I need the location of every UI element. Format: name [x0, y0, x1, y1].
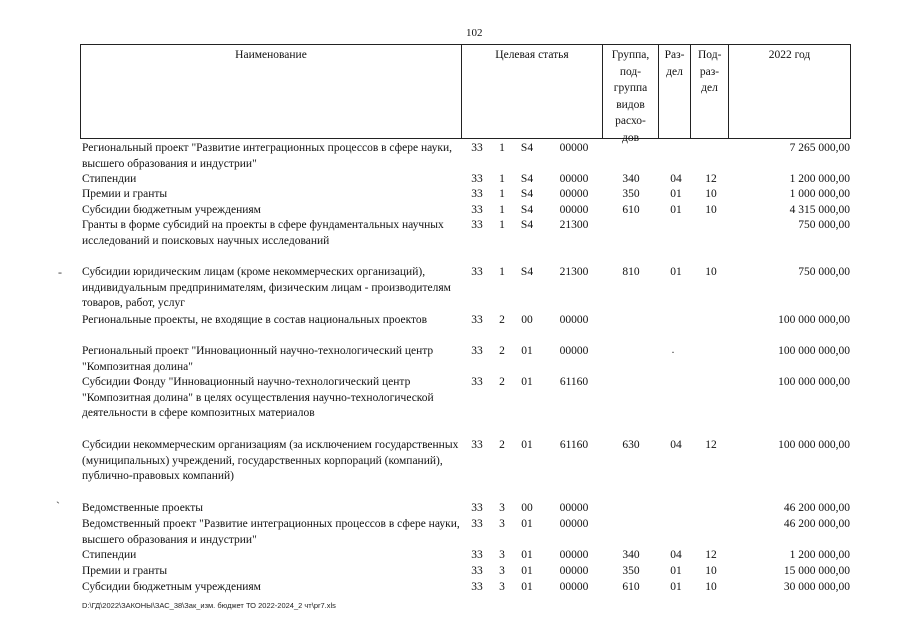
row-name: Региональные проекты, не входящие в состав национальных проектов — [82, 314, 428, 326]
row-code-n: 00000 — [559, 345, 589, 357]
row-group: 340 — [622, 173, 640, 185]
row-name: Региональный проект "Развитие интеграционных процессов в сфере науки, высшего образования и индустрии" — [82, 142, 453, 170]
row-code-a: 33 — [471, 376, 483, 388]
row-code-n: 00000 — [559, 565, 589, 577]
row-subsection: 12 — [705, 173, 717, 185]
row-code-n: 00000 — [559, 142, 589, 154]
row-amount: 750 000,00 — [798, 219, 850, 231]
row-code-a: 33 — [471, 581, 483, 593]
row-code-b: 2 — [499, 376, 505, 388]
row-name: Субсидии бюджетным учреждениям — [82, 204, 261, 216]
row-code-s: 01 — [521, 376, 533, 388]
row-amount: 100 000 000,00 — [778, 314, 850, 326]
row-name: Субсидии некоммерческим организациям (за исключением государственных (муниципальных) учреждений, государственных корпораций (компаний), публично-правовых компаний) — [82, 439, 459, 482]
row-code-b: 3 — [499, 565, 505, 577]
row-code-n: 00000 — [559, 581, 589, 593]
row-code-a: 33 — [471, 518, 483, 530]
row-code-b: 2 — [499, 345, 505, 357]
row-code-a: 33 — [471, 502, 483, 514]
row-group: 340 — [622, 549, 640, 561]
row-code-b: 3 — [499, 581, 505, 593]
row-name: Региональный проект "Инновационный научно-технологический центр "Композитная долина" — [82, 345, 434, 373]
row-name: Премии и гранты — [82, 188, 168, 200]
row-code-s: 01 — [521, 518, 533, 530]
row-code-s: S4 — [520, 188, 534, 200]
header-year: 2022 год — [728, 44, 851, 139]
row-subsection: 10 — [705, 188, 717, 200]
row-group: 610 — [622, 581, 640, 593]
file-path-footer: D:\ГД\2022\ЗАКОНЫ\ЗАС_38\Зак_изм. бюджет ТО 2022-2024_2 чт\pr7.xls — [82, 601, 336, 610]
row-code-s: 01 — [521, 565, 533, 577]
row-name: Стипендии — [82, 549, 137, 561]
row-amount: 100 000 000,00 — [778, 345, 850, 357]
row-section: 01 — [670, 266, 682, 278]
row-code-a: 33 — [471, 345, 483, 357]
row-section: 04 — [670, 173, 682, 185]
row-section: 04 — [670, 549, 682, 561]
row-code-n: 61160 — [559, 376, 589, 388]
row-code-b: 3 — [499, 549, 505, 561]
row-code-n: 00000 — [559, 314, 589, 326]
row-code-n: 21300 — [559, 266, 589, 278]
row-code-a: 33 — [471, 439, 483, 451]
row-code-a: 33 — [471, 565, 483, 577]
row-amount: 4 315 000,00 — [789, 204, 850, 216]
row-code-n: 00000 — [559, 518, 589, 530]
scan-mark: ‐ — [58, 265, 62, 279]
row-code-b: 1 — [499, 142, 505, 154]
row-group: 350 — [622, 188, 640, 200]
row-amount: 46 200 000,00 — [783, 502, 850, 514]
row-section: 01 — [670, 188, 682, 200]
row-code-n: 00000 — [559, 204, 589, 216]
row-section: 01 — [670, 565, 682, 577]
row-code-s: S4 — [520, 219, 534, 231]
row-code-s: 00 — [521, 502, 533, 514]
header-name: Наименование — [80, 44, 462, 139]
row-code-n: 21300 — [559, 219, 589, 231]
row-name: Ведомственные проекты — [82, 502, 203, 514]
row-group: 610 — [622, 204, 640, 216]
row-name: Премии и гранты — [82, 565, 168, 577]
row-subsection: 10 — [705, 204, 717, 216]
row-code-b: 1 — [499, 173, 505, 185]
row-section: 01 — [670, 204, 682, 216]
row-code-n: 61160 — [559, 439, 589, 451]
row-amount: 7 265 000,00 — [789, 142, 850, 154]
row-amount: 30 000 000,00 — [783, 581, 850, 593]
row-name: Стипендии — [82, 173, 137, 185]
row-code-b: 1 — [499, 266, 505, 278]
row-subsection: 10 — [705, 266, 717, 278]
row-code-a: 33 — [471, 549, 483, 561]
row-code-a: 33 — [471, 173, 483, 185]
row-amount: 1 200 000,00 — [789, 549, 850, 561]
header-subsection: Под- раз- дел — [690, 44, 729, 139]
row-subsection: 10 — [705, 565, 717, 577]
row-amount: 100 000 000,00 — [778, 376, 850, 388]
row-code-a: 33 — [471, 188, 483, 200]
row-code-s: 01 — [521, 549, 533, 561]
row-code-n: 00000 — [559, 502, 589, 514]
row-code-b: 3 — [499, 518, 505, 530]
row-code-s: 01 — [521, 345, 533, 357]
header-section: Раз- дел — [658, 44, 691, 139]
row-code-b: 2 — [499, 314, 505, 326]
row-amount: 750 000,00 — [798, 266, 850, 278]
row-code-s: S4 — [520, 266, 534, 278]
row-name: Субсидии бюджетным учреждениям — [82, 581, 261, 593]
row-code-s: 01 — [521, 439, 533, 451]
row-name: Субсидии юридическим лицам (кроме некоммерческих организаций), индивидуальным предпринимателям, физическим лицам - производителям товаров, работ, услуг — [82, 266, 451, 309]
page-number: 102 — [466, 27, 483, 39]
row-code-s: 01 — [521, 581, 533, 593]
header-group: Группа, под- группа видов расхо- дов — [602, 44, 659, 139]
row-name: Ведомственный проект "Развитие интеграционных процессов в сфере науки, высшего образования и индустрии" — [82, 518, 460, 546]
row-code-n: 00000 — [559, 188, 589, 200]
row-code-b: 2 — [499, 439, 505, 451]
row-code-a: 33 — [471, 219, 483, 231]
row-code-a: 33 — [471, 266, 483, 278]
row-subsection: 12 — [705, 439, 717, 451]
row-amount: 100 000 000,00 — [778, 439, 850, 451]
row-code-a: 33 — [471, 314, 483, 326]
row-code-a: 33 — [471, 142, 483, 154]
row-code-s: 00 — [521, 314, 533, 326]
row-amount: 1 000 000,00 — [789, 188, 850, 200]
row-section: 04 — [670, 439, 682, 451]
row-code-a: 33 — [471, 204, 483, 216]
row-name: Гранты в форме субсидий на проекты в сфере фундаментальных научных исследований и поисковых научных исследований — [82, 219, 444, 247]
row-code-b: 1 — [499, 204, 505, 216]
row-name: Субсидии Фонду "Инновационный научно-технологический центр "Композитная долина" в целях осуществления научно-технологической деятельности в сфере композитных материалов — [82, 376, 434, 419]
row-code-s: S4 — [520, 173, 534, 185]
row-code-s: S4 — [520, 142, 534, 154]
row-code-b: 1 — [499, 188, 505, 200]
row-group: 810 — [622, 266, 640, 278]
row-code-b: 1 — [499, 219, 505, 231]
row-code-s: S4 — [520, 204, 534, 216]
row-group: 350 — [622, 565, 640, 577]
row-code-n: 00000 — [559, 173, 589, 185]
row-amount: 1 200 000,00 — [789, 173, 850, 185]
row-subsection: 12 — [705, 549, 717, 561]
row-subsection: 10 — [705, 581, 717, 593]
row-code-n: 00000 — [559, 549, 589, 561]
row-amount: 46 200 000,00 — [783, 518, 850, 530]
scan-mark: ˋ — [56, 499, 60, 513]
row-amount: 15 000 000,00 — [783, 565, 850, 577]
row-section: 01 — [670, 581, 682, 593]
scan-dot: · — [671, 345, 675, 359]
row-group: 630 — [622, 439, 640, 451]
row-code-b: 3 — [499, 502, 505, 514]
header-target: Целевая статья — [461, 44, 603, 139]
